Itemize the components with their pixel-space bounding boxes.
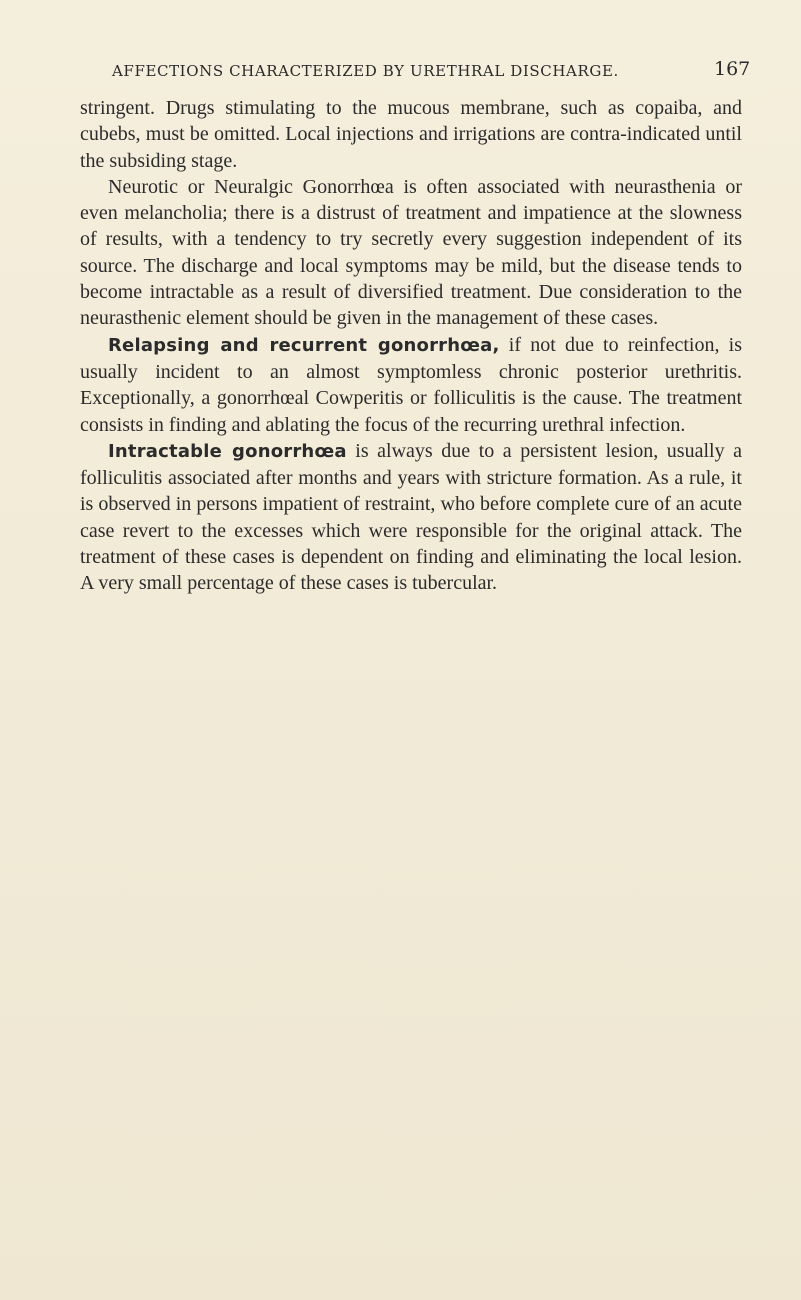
paragraph-neurotic-gonorrhoea: Neurotic or Neuralgic Gonorrhœa is often associated with neurasthenia or even melancholia; there is a distrust of treatment and impatience at the slowness of results, with a tendency to try secretly every suggestion independent of its source. The discharge and local symptoms may be mild, but the disease tends to become intractable as a result of diversified treatment. Due consideration to the neurasthenic element should be given in the management of these cases. (80, 175, 742, 330)
paragraph-intractable-gonorrhoea (80, 438, 742, 597)
paragraph-continuation: stringent. Drugs stimulating to the mucous membrane, such as copaiba, and cubebs, must be omitted. Local injections and irrigations are contra-indicated until the subsiding stage. (80, 97, 742, 172)
paragraph-relapsing-text: if not due to reinfection, is usually incident to an almost symptomless chronic posterior urethritis. Exceptionally, a gonorrhœal Cowperitis or folliculitis is the cause. The treatment consists in finding and ablating the focus of the recurring urethral infection. (80, 333, 742, 436)
page-number: 167 (714, 58, 751, 80)
run-in-heading-relapsing: Relapsing and recurrent gonorrhœa, (108, 334, 500, 356)
paragraph-relapsing-gonorrhoea (80, 332, 742, 438)
paragraph-intractable-text: is always due to a persistent lesion, usually a folliculitis associated after months and years with stricture formation. As a rule, it is observed in persons impatient of restraint, who before complete cure of an acute case revert to the excesses which were responsible for the original attack. The treatment of these cases is dependent on finding and eliminating the local lesion. A very small percentage of these cases is tubercular. (80, 439, 742, 595)
running-head: AFFECTIONS CHARACTERIZED BY URETHRAL DISCHARGE. (112, 62, 619, 80)
run-in-heading-intractable: Intractable gonorrhœa (108, 440, 347, 462)
body-text (80, 95, 742, 597)
